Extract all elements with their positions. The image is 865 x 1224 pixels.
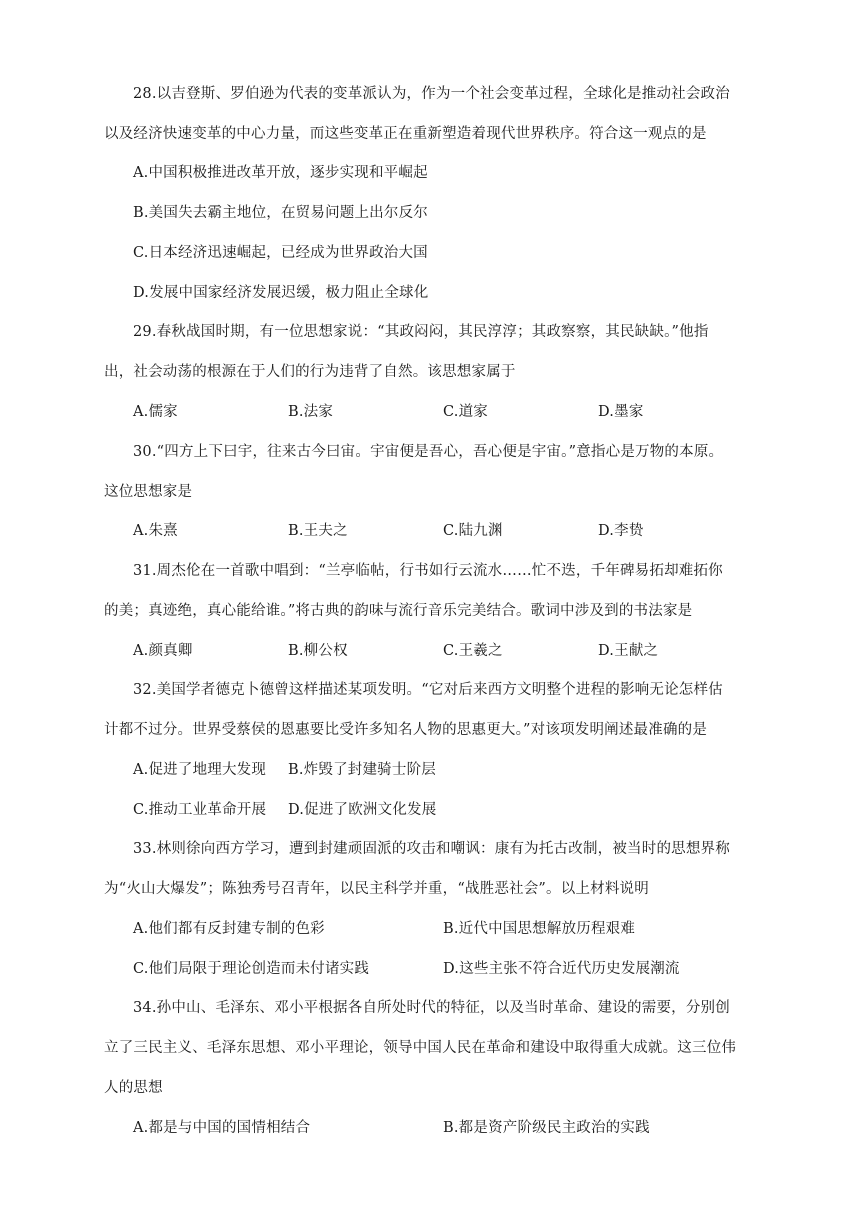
question-28-stem-line-1: 28.以吉登斯、罗伯逊为代表的变革派认为，作为一个社会变革过程，全球化是推动社会政治 — [133, 86, 730, 102]
question-29-stem-line-1: 29.春秋战国时期，有一位思想家说：“其政闷闷，其民淳淳；其政察察，其民缺缺。”他指 — [133, 324, 709, 340]
question-30-stem-line-1: 30.“四方上下曰宇，往来古今曰宙。宇宙便是吾心，吾心便是宇宙。”意指心是万物的本原。 — [133, 444, 724, 460]
question-28-option-a: A.中国积极推进改革开放，逐步实现和平崛起 — [133, 165, 428, 181]
question-31-option-d: D.王献之 — [598, 643, 659, 659]
question-32-option-b: B.炸毁了封建骑士阶层 — [288, 762, 436, 778]
question-30-option-a: A.朱熹 — [133, 523, 178, 539]
question-30-option-c: C.陆九渊 — [443, 523, 503, 539]
question-29-option-c: C.道家 — [443, 404, 488, 420]
question-34-stem-line-3: 人的思想 — [104, 1080, 163, 1096]
question-34-option-b: B.都是资产阶级民主政治的实践 — [443, 1120, 650, 1136]
question-33-option-d: D.这些主张不符合近代历史发展潮流 — [443, 961, 680, 977]
question-30-option-b: B.王夫之 — [288, 523, 348, 539]
question-32-stem-line-2: 计都不过分。世界受蔡侯的恩惠要比受许多知名人物的思惠更大。”对该项发明阐述最准确的是 — [104, 722, 708, 738]
question-32-stem-line-1: 32.美国学者德克卜德曾这样描述某项发明。“它对后来西方文明整个进程的影响无论怎样估 — [133, 682, 723, 698]
question-28-option-b: B.美国失去霸主地位，在贸易问题上出尔反尔 — [133, 205, 428, 221]
question-33-option-a: A.他们都有反封建专制的色彩 — [133, 921, 325, 937]
question-32-option-c: C.推动工业革命开展 — [133, 802, 267, 818]
question-32-option-a: A.促进了地理大发现 — [133, 762, 267, 778]
question-31-option-c: C.王羲之 — [443, 643, 503, 659]
question-32-option-d: D.促进了欧洲文化发展 — [288, 802, 437, 818]
question-28-option-c: C.日本经济迅速崛起，已经成为世界政治大国 — [133, 245, 428, 261]
question-33-option-b: B.近代中国思想解放历程艰难 — [443, 921, 636, 937]
question-29-stem-line-2: 出，社会动荡的根源在于人们的行为违背了自然。该思想家属于 — [104, 364, 516, 380]
question-28-option-d: D.发展中国家经济发展迟缓，极力阻止全球化 — [133, 285, 429, 301]
question-28-stem-line-2: 以及经济快速变革的中心力量，而这些变革正在重新塑造着现代世界秩序。符合这一观点的是 — [104, 126, 707, 142]
question-29-option-b: B.法家 — [288, 404, 334, 420]
question-31-stem-line-2: 的美；真迹绝，真心能给谁。”将古典的韵味与流行音乐完美结合。歌词中涉及到的书法家是 — [104, 603, 693, 619]
question-29-option-d: D.墨家 — [598, 404, 644, 420]
question-34-stem-line-2: 立了三民主义、毛泽东思想、邓小平理论，领导中国人民在革命和建设中取得重大成就。这三位伟 — [104, 1040, 737, 1056]
question-33-stem-line-1: 33.林则徐向西方学习，遭到封建顽固派的攻击和嘲讽：康有为托古改制，被当时的思想界称 — [133, 841, 730, 857]
question-33-option-c: C.他们局限于理论创造而未付诸实践 — [133, 961, 370, 977]
question-29-option-a: A.儒家 — [133, 404, 178, 420]
question-34-option-a: A.都是与中国的国情相结合 — [133, 1120, 311, 1136]
question-34-stem-line-1: 34.孙中山、毛泽东、邓小平根据各自所处时代的特征，以及当时革命、建设的需要，分别创 — [133, 1000, 730, 1016]
question-30-stem-line-2: 这位思想家是 — [104, 484, 193, 500]
question-31-option-a: A.颜真卿 — [133, 643, 193, 659]
question-33-stem-line-2: 为“火山大爆发”；陈独秀号召青年，以民主科学并重，“战胜恶社会”。以上材料说明 — [104, 881, 649, 897]
question-31-stem-line-1: 31.周杰伦在一首歌中唱到：“兰亭临帖，行书如行云流水……忙不迭，千年碑易拓却难拓你 — [133, 563, 723, 579]
question-31-option-b: B.柳公权 — [288, 643, 348, 659]
question-30-option-d: D.李贽 — [598, 523, 644, 539]
